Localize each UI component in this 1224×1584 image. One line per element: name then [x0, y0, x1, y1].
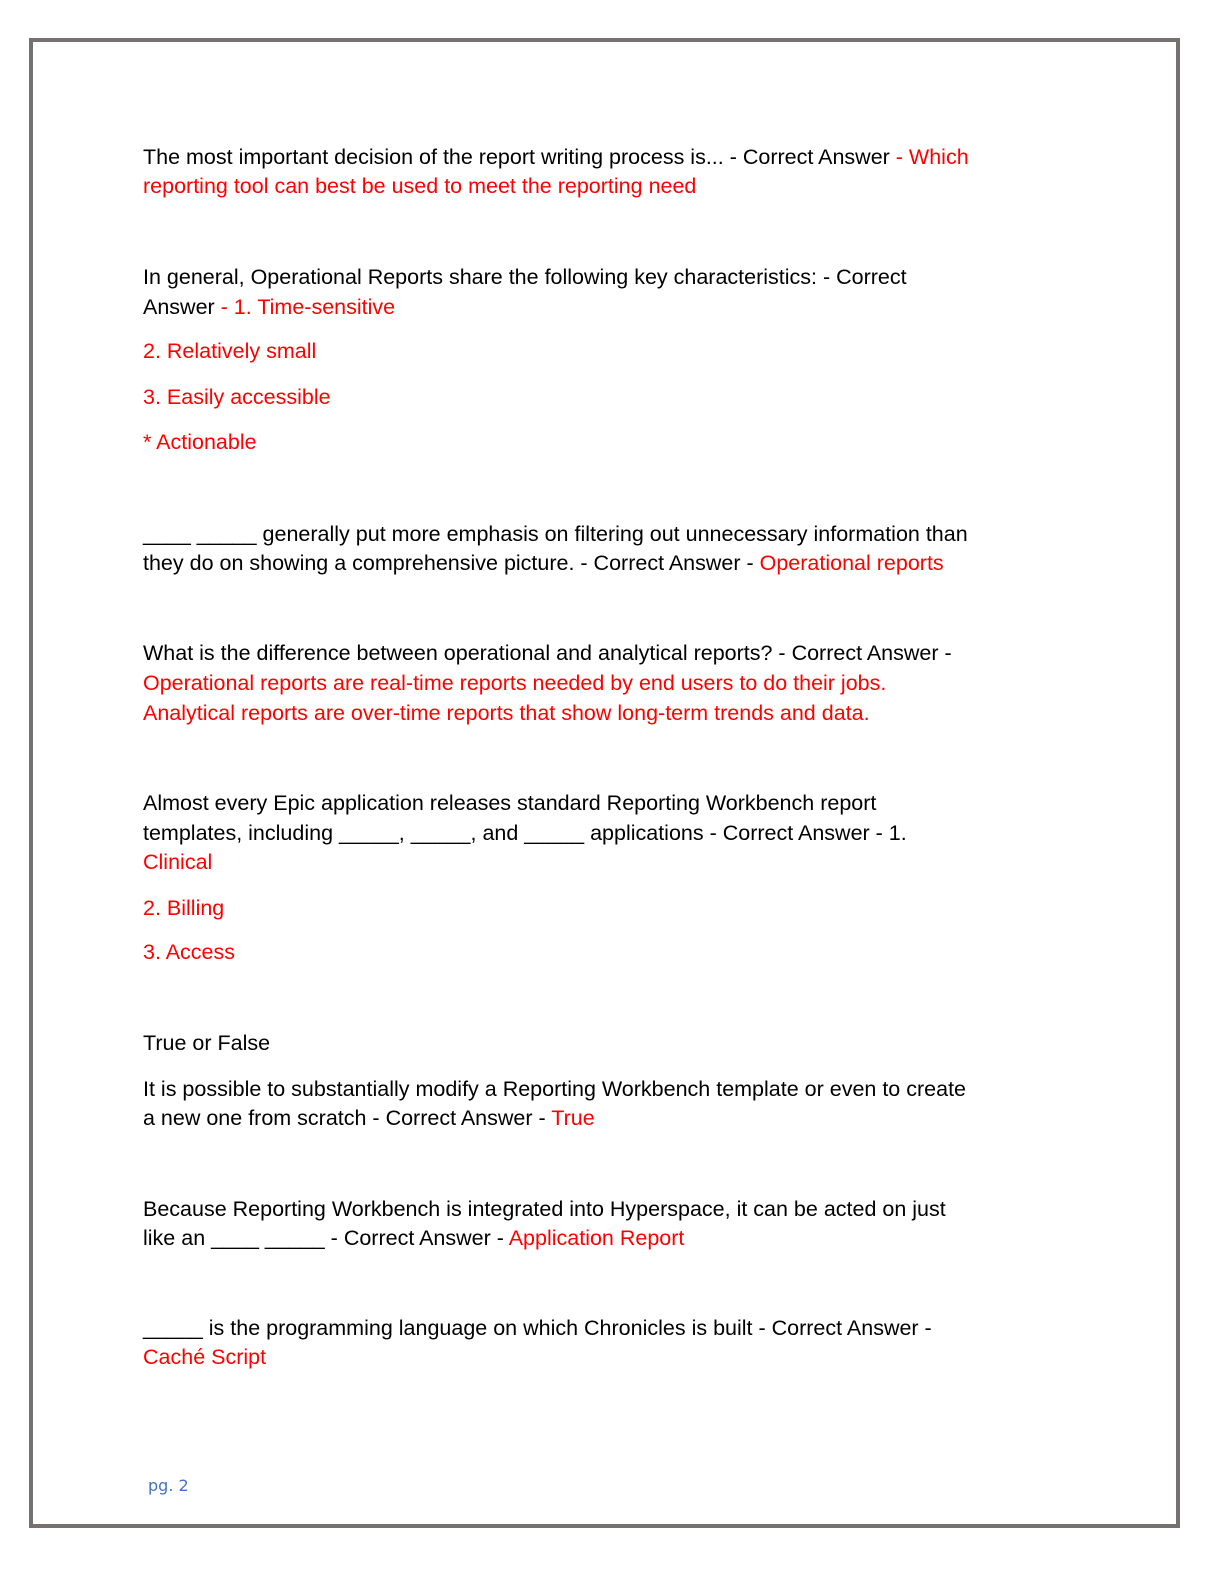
question-text: templates, including _____, _____, and _____ applications - Correct Answer - 1. — [143, 821, 907, 845]
question-text: Answer — [143, 295, 221, 319]
page-border — [29, 38, 1180, 1528]
answer-text: Application Report — [508, 1226, 685, 1250]
answer-text: Clinical — [143, 850, 213, 874]
answer-item: 3. Access — [143, 940, 236, 964]
question-text: What is the difference between operational and analytical reports? - Correct Answer - — [143, 641, 952, 665]
answer-item: 2. Billing — [143, 896, 225, 920]
question-text: Because Reporting Workbench is integrated into Hyperspace, it can be acted on just — [143, 1197, 946, 1221]
answer-text: True — [551, 1106, 595, 1130]
question-text: like an ____ _____ - Correct Answer - — [143, 1226, 509, 1250]
answer-item: * Actionable — [143, 430, 257, 454]
question-text: they do on showing a comprehensive picture. - Correct Answer - — [143, 551, 760, 575]
answer-item: 2. Relatively small — [143, 339, 317, 363]
answer-text: Operational reports — [759, 551, 944, 575]
answer-text: - Which — [895, 145, 969, 169]
question-text: The most important decision of the report writing process is... - Correct Answer — [143, 145, 896, 169]
page-number: pg. 2 — [148, 1476, 189, 1495]
answer-text: - 1. Time-sensitive — [220, 295, 396, 319]
answer-text: reporting tool can best be used to meet the reporting need — [143, 174, 697, 198]
question-text: In general, Operational Reports share the following key characteristics: - Correct — [143, 265, 907, 289]
answer-text: Caché Script — [143, 1345, 267, 1369]
question-text: _____ is the programming language on which Chronicles is built - Correct Answer - — [143, 1316, 932, 1340]
question-text: Almost every Epic application releases standard Reporting Workbench report — [143, 791, 877, 815]
question-text: a new one from scratch - Correct Answer - — [143, 1106, 552, 1130]
question-text: It is possible to substantially modify a Reporting Workbench template or even to create — [143, 1077, 966, 1101]
answer-item: 3. Easily accessible — [143, 385, 331, 409]
question-text: True or False — [143, 1031, 271, 1055]
answer-text: Analytical reports are over-time reports that show long-term trends and data. — [143, 701, 870, 725]
question-text: ____ _____ generally put more emphasis on filtering out unnecessary information than — [143, 522, 968, 546]
answer-text: Operational reports are real-time reports needed by end users to do their jobs. — [143, 671, 887, 695]
